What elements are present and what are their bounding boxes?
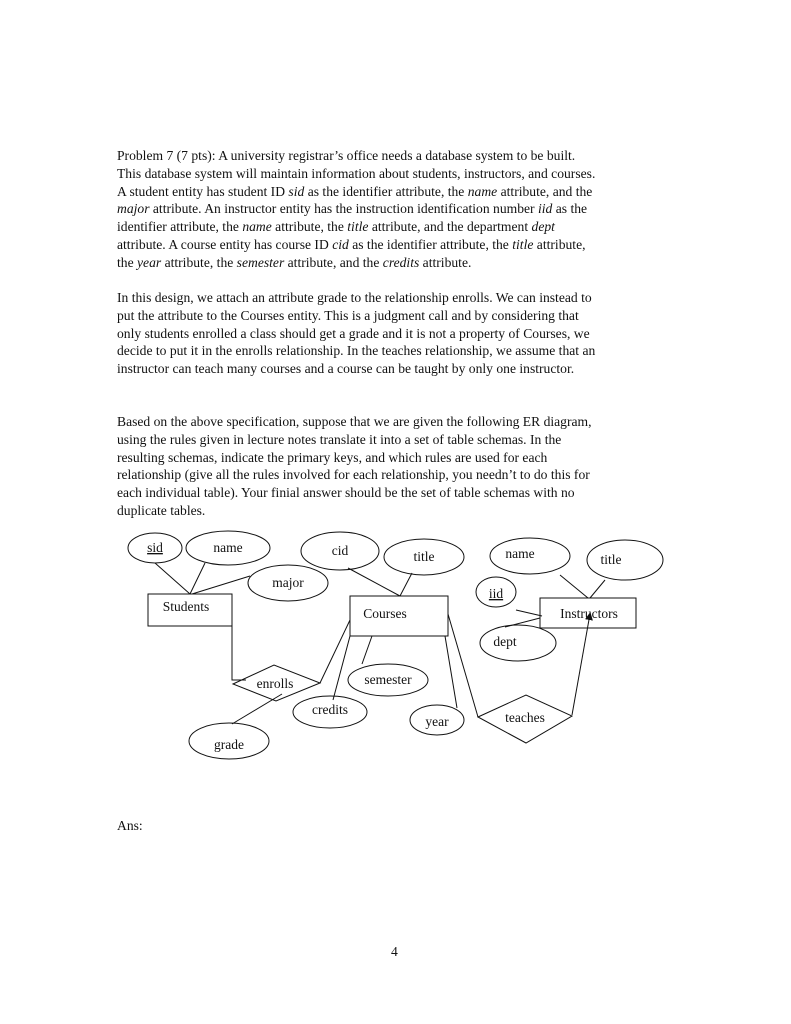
attribute-credits-label: credits [312, 702, 348, 717]
attribute-dept-label: dept [493, 634, 517, 649]
page-number: 4 [391, 944, 398, 959]
attribute-dept [480, 625, 556, 661]
attribute-instructor-title [587, 540, 663, 580]
attribute-semester [348, 664, 428, 696]
attribute-iid [476, 577, 516, 607]
attribute-credits [293, 696, 367, 728]
attribute-instructor-title-label: title [600, 552, 622, 567]
edge-semester-courses [362, 636, 372, 664]
text-line: This database system will maintain information about students, instructors, and courses. [117, 165, 596, 181]
attribute-year-label: year [425, 714, 449, 729]
text-line: In this design, we attach an attribute grade to the relationship enrolls. We can instead to [117, 290, 592, 305]
attribute-student-name-label: name [213, 540, 243, 555]
attribute-year [410, 705, 464, 735]
attribute-semester-label: semester [364, 672, 412, 687]
entity-students-label: Students [162, 599, 210, 614]
attribute-instructor-name [490, 538, 570, 574]
entity-students [148, 594, 232, 626]
answer-label: Ans: [117, 818, 143, 833]
attribute-iid-label: iid [488, 586, 504, 601]
edge-teaches-instructors-arrow [572, 614, 590, 715]
edge-grade-enrolls [232, 694, 282, 724]
text-line: resulting schemas, indicate the primary keys, and which rules are used for each [117, 449, 548, 465]
edge-cid-courses [348, 568, 400, 596]
edge-title-courses [400, 573, 412, 596]
text-line: A student entity has student ID sid as the identifier attribute, the name attribute, and the [117, 183, 593, 199]
attribute-cid [301, 532, 379, 570]
attribute-instructor-name-label: name [505, 546, 535, 561]
text-line: attribute. A course entity has course ID cid as the identifier attribute, the title attribute, [117, 236, 586, 252]
attribute-major-label: major [272, 575, 304, 590]
edge-sid-students [155, 563, 190, 594]
text-line: using the rules given in lecture notes translate it into a set of table schemas. In the [117, 431, 562, 447]
text-line: put the attribute to the Courses entity. This is a judgment call and by considering that [117, 307, 579, 323]
relationship-enrolls [233, 665, 320, 701]
edge-name-students [190, 563, 205, 594]
relationship-enrolls-label: enrolls [256, 676, 294, 691]
edge-title-instructors [590, 580, 605, 598]
text-line: instructor can teach many courses and a course can be taught by only one instructor. [117, 361, 575, 377]
text-line: the year attribute, the semester attribute, and the credits attribute. [117, 254, 472, 270]
edge-name-instructors [560, 575, 588, 598]
entity-courses-label: Courses [363, 606, 407, 621]
attribute-course-title [384, 539, 464, 575]
edge-students-enrolls [232, 626, 246, 680]
text-line: duplicate tables. [117, 502, 206, 518]
entity-courses [350, 596, 448, 636]
text-line: Problem 7 (7 pts): A university registrar’s office needs a database system to be built. [117, 148, 576, 163]
attribute-sid [128, 533, 182, 563]
text-line: Based on the above specification, suppose that we are given the following ER diagram, [117, 414, 592, 429]
relationship-teaches-label: teaches [505, 710, 545, 725]
text-line: major attribute. An instructor entity has the instruction identification number iid as the [117, 201, 588, 217]
text-line: identifier attribute, the name attribute, the title attribute, and the department dept [117, 219, 555, 235]
text-line: decide to put it in the enrolls relationship. In the teaches relationship, we assume that an [117, 343, 596, 359]
edge-courses-teaches [448, 614, 478, 717]
edge-credits-courses [333, 636, 350, 700]
edge-major-students [192, 576, 250, 594]
relationship-teaches [478, 695, 572, 743]
text-line: each individual table). Your finial answer should be the set of table schemas with no [117, 485, 575, 501]
attribute-course-title-label: title [413, 549, 435, 564]
edge-iid-instructors [516, 610, 542, 616]
entity-instructors-label: Instructors [560, 606, 618, 621]
edge-year-courses [445, 636, 457, 708]
attribute-cid-label: cid [331, 543, 349, 558]
attribute-major [248, 565, 328, 601]
attribute-student-name [186, 531, 270, 565]
text-line: relationship (give all the rules involved for each relationship, you needn’t to do this for [117, 467, 590, 483]
attribute-grade-label: grade [214, 737, 244, 752]
attribute-sid-label: sid [147, 540, 163, 555]
text-line: only students enrolled a class should get a grade and it is not a property of Courses, we [117, 325, 590, 341]
attribute-grade [189, 723, 269, 759]
